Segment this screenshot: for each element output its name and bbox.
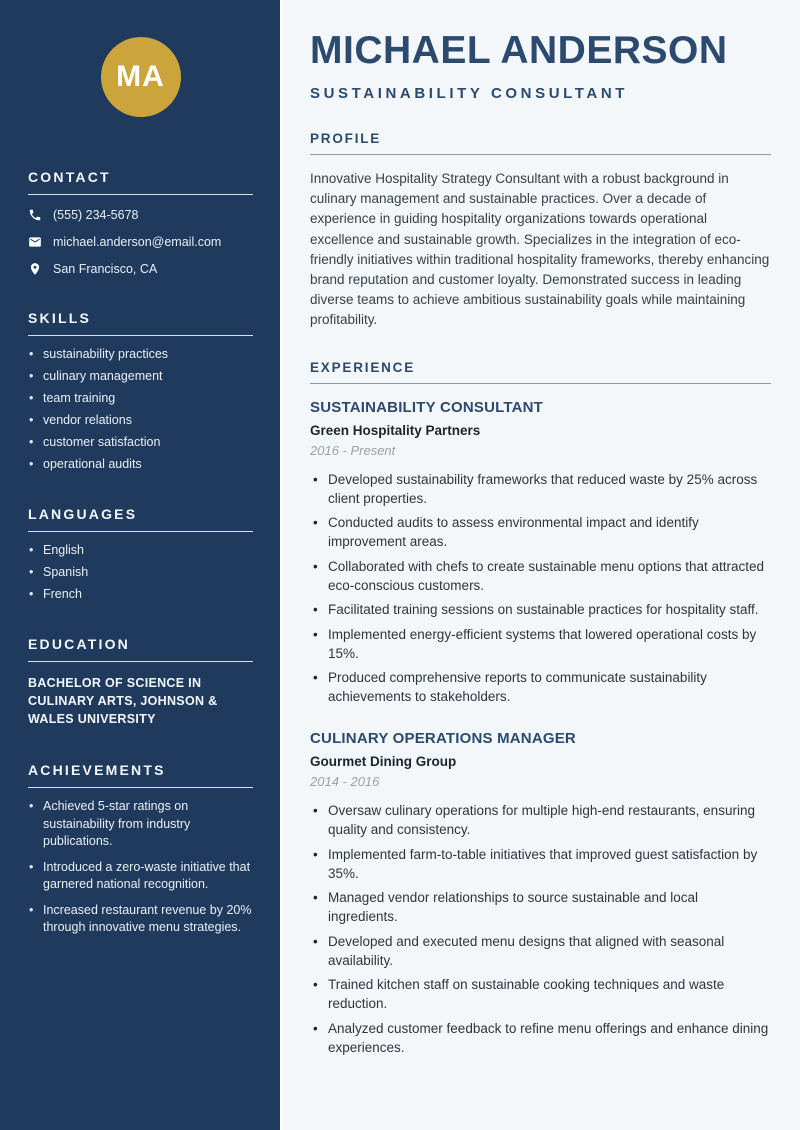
achievements-list [28, 798, 253, 937]
achievement-item: • Achieved 5-star ratings on sustainability from industry publications. [28, 798, 253, 851]
contact-heading: CONTACT [28, 169, 253, 195]
job-dates: 2016 - Present [310, 442, 396, 458]
job-bullet: • Developed and executed menu designs that aligned with seasonal availability. [310, 932, 771, 970]
achievement-item: • Increased restaurant revenue by 20% through innovative menu strategies. [28, 902, 253, 937]
contact-list [28, 208, 253, 276]
skill-item: • team training [28, 390, 253, 406]
contact-email [28, 235, 253, 249]
candidate-name: MICHAEL ANDERSON [310, 29, 728, 72]
job-company: Gourmet Dining Group [310, 754, 457, 770]
phone-icon [28, 208, 42, 222]
contact-phone-text: (555) 234-5678 [53, 208, 139, 222]
location-icon [28, 262, 42, 276]
job-entry [310, 399, 771, 707]
skill-item: • vendor relations [28, 412, 253, 428]
profile-heading: PROFILE [310, 131, 771, 155]
avatar-initials: MA [116, 60, 165, 93]
resume-main [280, 0, 800, 1130]
job-bullet: • Analyzed customer feedback to refine menu offerings and enhance dining experiences. [310, 1019, 771, 1057]
language-item: • French [28, 586, 253, 602]
education-section [28, 636, 253, 728]
skill-item: • operational audits [28, 456, 253, 472]
language-item: • Spanish [28, 564, 253, 580]
job-bullet-list [310, 801, 771, 1057]
languages-heading: LANGUAGES [28, 506, 253, 532]
job-bullet: • Implemented farm-to-table initiatives that improved guest satisfaction by 35%. [310, 845, 771, 883]
skill-item: • customer satisfaction [28, 434, 253, 450]
language-item: • English [28, 542, 253, 558]
job-bullet: • Developed sustainability frameworks that reduced waste by 25% across client properties. [310, 470, 771, 508]
job-title: CULINARY OPERATIONS MANAGER [310, 730, 576, 748]
email-icon [28, 235, 42, 249]
job-bullet: • Produced comprehensive reports to communicate sustainability achievements to stakeholders. [310, 668, 771, 706]
job-entry [310, 730, 771, 1057]
job-bullet: • Managed vendor relationships to source sustainable and local ingredients. [310, 888, 771, 926]
achievements-section [28, 762, 253, 937]
job-title: SUSTAINABILITY CONSULTANT [310, 398, 544, 416]
profile-section [310, 131, 771, 331]
skill-item: • culinary management [28, 368, 253, 384]
contact-email-text: michael.anderson@email.com [53, 235, 222, 249]
job-bullet: • Collaborated with chefs to create sustainable menu options that attracted eco-conscious customers. [310, 557, 771, 595]
job-bullet: • Oversaw culinary operations for multiple high-end restaurants, ensuring quality and consistency. [310, 801, 771, 839]
job-company: Green Hospitality Partners [310, 422, 481, 438]
skills-list [28, 346, 253, 472]
resume-sidebar [0, 0, 280, 1130]
job-bullet: • Facilitated training sessions on sustainable practices for hospitality staff. [310, 600, 771, 619]
skill-item: • sustainability practices [28, 346, 253, 362]
experience-heading: EXPERIENCE [310, 360, 771, 384]
job-dates: 2014 - 2016 [310, 774, 380, 790]
job-bullet: • Conducted audits to assess environmental impact and identify improvement areas. [310, 513, 771, 551]
languages-list [28, 542, 253, 602]
languages-section [28, 506, 253, 602]
candidate-title: SUSTAINABILITY CONSULTANT [310, 84, 629, 102]
education-degree: BACHELOR OF SCIENCE IN CULINARY ARTS, JOHNSON & WALES UNIVERSITY [28, 676, 218, 726]
contact-location-text: San Francisco, CA [53, 262, 158, 276]
education-heading: EDUCATION [28, 636, 253, 662]
skills-heading: SKILLS [28, 310, 253, 336]
achievement-item: • Introduced a zero-waste initiative that garnered national recognition. [28, 859, 253, 894]
job-bullet: • Implemented energy-efficient systems that lowered operational costs by 15%. [310, 625, 771, 663]
skills-section [28, 310, 253, 472]
contact-phone [28, 208, 253, 222]
achievements-heading: ACHIEVEMENTS [28, 762, 253, 788]
avatar [101, 37, 181, 117]
profile-text: Innovative Hospitality Strategy Consultant with a robust background in culinary management and sustainable practices. Over a decade of experience in guiding hospitality organizations towards operational excellence and sustainable growth. Specializes in the integration of eco-friendly initiatives within traditional hospitality frameworks, thereby enhancing brand reputation and customer loyalty. Demonstrated success in leading diverse teams to achieve ambitious sustainability goals while maintaining profitability. [310, 170, 770, 328]
job-bullet-list [310, 470, 771, 707]
contact-section [28, 169, 253, 276]
job-bullet: • Trained kitchen staff on sustainable cooking techniques and waste reduction. [310, 975, 771, 1013]
experience-section [310, 360, 771, 1057]
contact-location [28, 262, 253, 276]
